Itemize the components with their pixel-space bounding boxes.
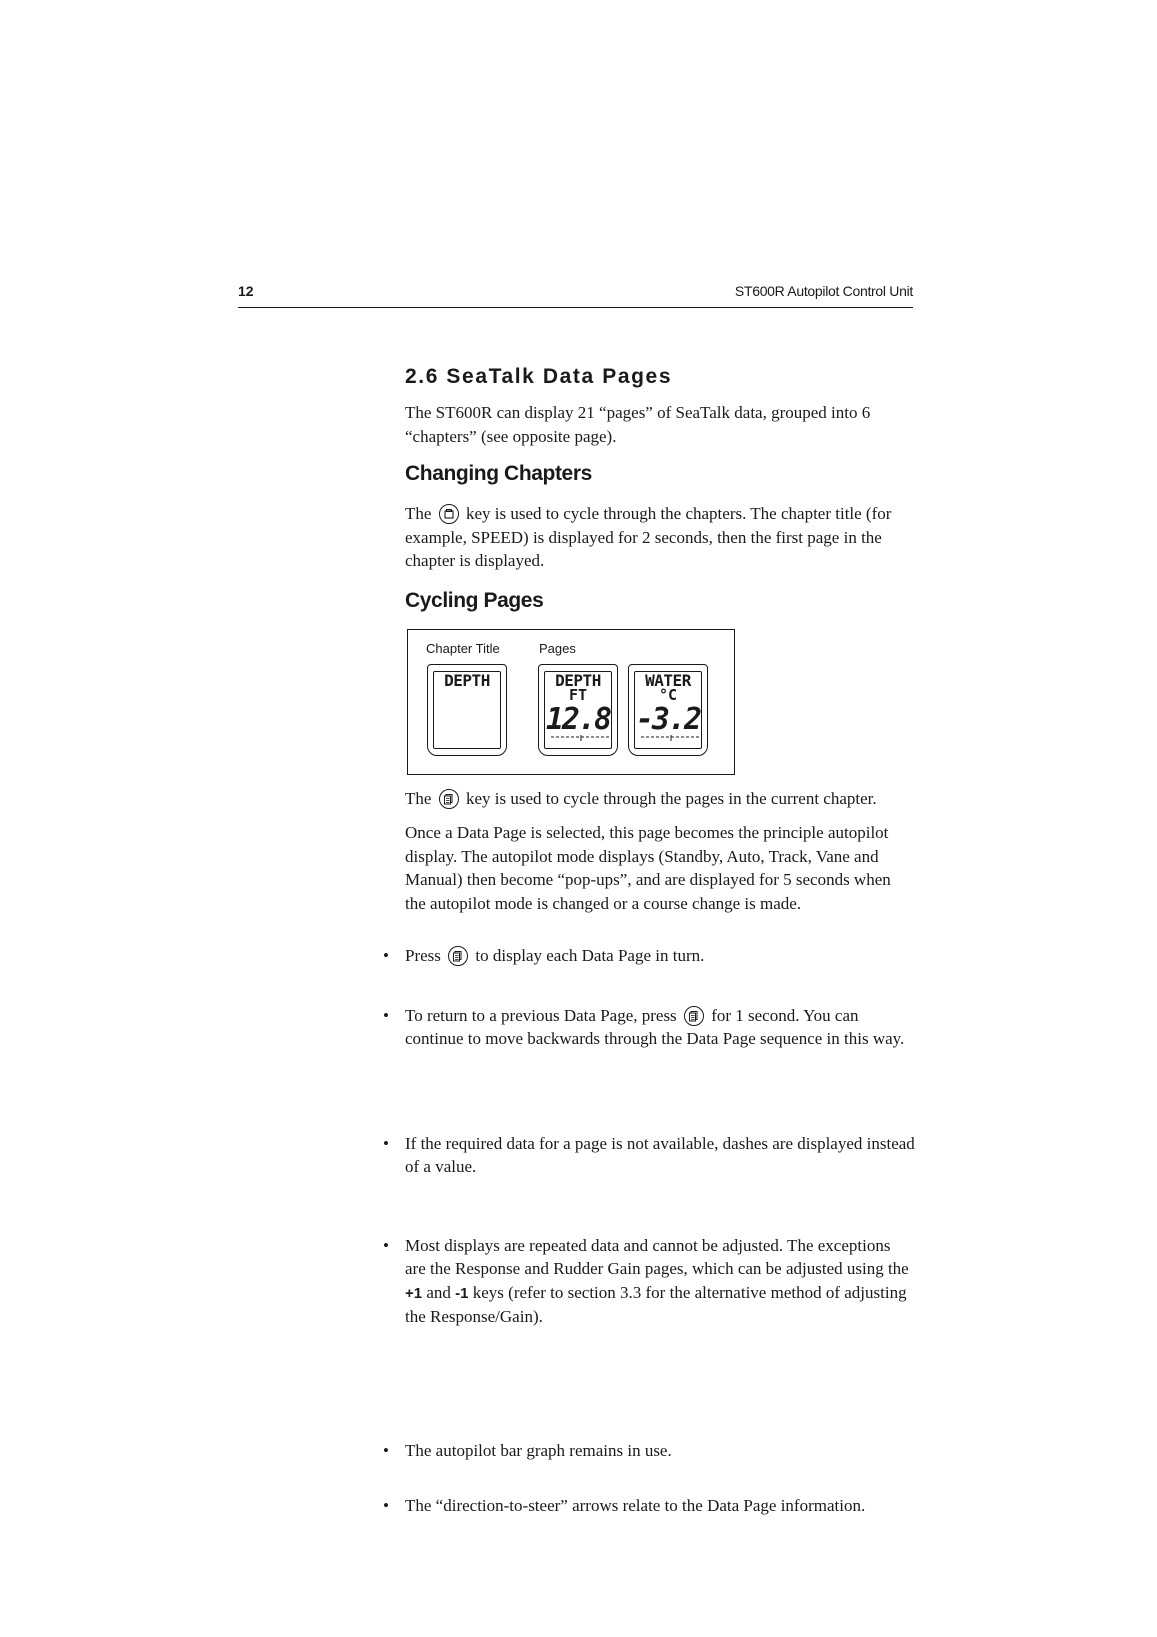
section-block — [405, 365, 915, 389]
text-fragment: The autopilot bar graph remains in use. — [405, 1440, 672, 1460]
text-fragment: key is used to cycle through the chapters. The chapter title (for example, SPEED) is displayed for 2 seconds, then the first page in the chapter is displayed. — [405, 504, 892, 570]
running-header-title: ST600R Autopilot Control Unit — [734, 283, 913, 299]
list-item — [383, 944, 915, 968]
page-key-icon — [684, 1006, 704, 1026]
lcd-line2: °C — [658, 686, 678, 704]
lcd-value: -3.2 — [635, 702, 701, 737]
changing-chapters-text-block — [405, 502, 915, 573]
page-key-paragraph — [405, 787, 925, 811]
principle-display-paragraph: Once a Data Page is selected, this page becomes the principle autopilot display. The autopilot mode displays (Standby, Auto, Track, Vane and Manual) then become “pop-ups”, and are displayed for 5 seconds when the autopilot mode is changed or a course change is made. — [405, 823, 891, 913]
bullet: • — [383, 1440, 389, 1460]
minus-one-key-label: -1 — [455, 1284, 469, 1302]
changing-chapters-paragraph — [405, 502, 915, 573]
lcd-bar-graph — [551, 735, 611, 741]
text-fragment: The — [405, 504, 432, 523]
lcd-value: 12.8 — [545, 702, 611, 737]
bullet: • — [383, 946, 389, 965]
bullet: • — [383, 1133, 389, 1153]
lcd-screen — [544, 671, 612, 749]
lcd-line2: FT — [568, 686, 588, 704]
header-rule — [238, 307, 913, 308]
list-item — [383, 1004, 915, 1051]
text-fragment: The “direction-to-steer” arrows relate to the Data Page information. — [405, 1496, 866, 1515]
cycling-pages-heading-block — [405, 589, 915, 613]
text-fragment: keys (refer to section 3.3 for the alternative method of adjusting the Response/Gain). — [405, 1282, 907, 1326]
lcd-screen — [634, 671, 702, 749]
list-item — [383, 1439, 915, 1463]
bullet: • — [383, 1005, 389, 1025]
intro-paragraph: The ST600R can display 21 “pages” of SeaTalk data, grouped into 6 “chapters” (see opposite page). — [405, 403, 871, 446]
intro-block — [405, 401, 915, 448]
plus-one-key-label: +1 — [405, 1284, 423, 1302]
page-key-icon — [448, 946, 468, 966]
lcd-depth-page — [538, 664, 618, 756]
cycling-pages-heading: Cycling Pages — [405, 589, 544, 612]
lcd-line1: DEPTH — [444, 671, 490, 690]
chapter-pages-figure — [407, 629, 735, 775]
text-fragment: and — [426, 1282, 451, 1302]
changing-chapters-heading: Changing Chapters — [405, 462, 592, 485]
list-item — [383, 1132, 915, 1179]
lcd-bar-graph — [641, 735, 701, 741]
lcd-chapter-title — [427, 664, 507, 756]
page-key-icon — [439, 789, 459, 809]
list-item — [383, 1494, 925, 1518]
changing-chapters-block — [405, 462, 915, 486]
text-fragment: To return to a previous Data Page, press — [405, 1005, 677, 1025]
pages-label: Pages — [539, 641, 576, 656]
page-key-block — [405, 787, 925, 811]
bullet: • — [383, 1235, 389, 1255]
page-number: 12 — [238, 283, 254, 299]
principle-display-block — [405, 821, 915, 915]
text-fragment: The — [405, 789, 432, 808]
section-title: 2.6 SeaTalk Data Pages — [405, 365, 673, 388]
text-fragment: to display each Data Page in turn. — [475, 946, 705, 965]
list-item — [383, 1234, 915, 1329]
lcd-line1: WATER — [645, 671, 691, 690]
bullet: • — [383, 1496, 389, 1515]
text-fragment: Most displays are repeated data and cannot be adjusted. The exceptions are the Response and Rudder Gain pages, which can be adjusted using the — [405, 1235, 909, 1278]
lcd-line1: DEPTH — [555, 671, 601, 690]
text-fragment: key is used to cycle through the pages in the current chapter. — [465, 789, 877, 808]
lcd-water-page — [628, 664, 708, 756]
text-fragment: for 1 second. You can continue to move backwards through the Data Page sequence in this way. — [405, 1005, 905, 1048]
chapter-key-icon — [439, 504, 459, 524]
text-fragment: If the required data for a page is not available, dashes are displayed instead of a value. — [405, 1133, 915, 1176]
chapter-title-label: Chapter Title — [426, 641, 500, 656]
lcd-screen — [433, 671, 501, 749]
text-fragment: Press — [405, 946, 441, 965]
